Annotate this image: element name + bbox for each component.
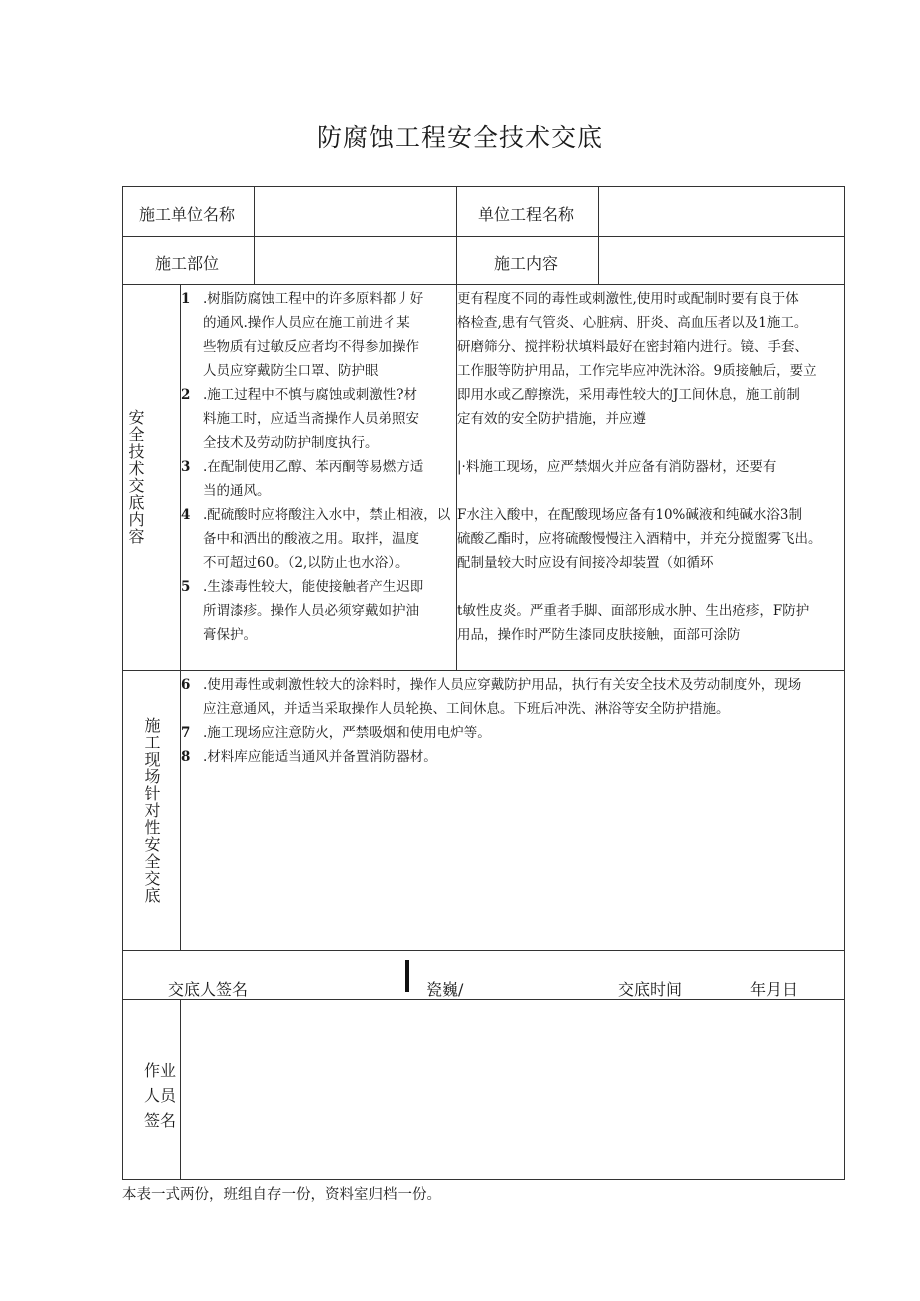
s1-right-line: 研磨筛分、搅拌粉状填料最好在密封箱内进行。镜、手套、 <box>457 339 808 355</box>
section1-left-text <box>181 287 455 647</box>
s2-line <box>181 673 843 697</box>
s1-line <box>181 287 455 311</box>
section2-label: 施工现场针对性安全交底 <box>142 717 161 904</box>
s1-right-line <box>457 431 844 455</box>
s1-item-text: 的通风.操作人员应在施工前进彳某 <box>203 315 410 331</box>
s2-item-number: 8 <box>181 749 191 765</box>
page-title: 防腐蚀工程安全技术交底 <box>316 123 603 152</box>
s1-line <box>181 503 455 527</box>
s1-right-line: 定有效的安全防护措施，并应遵 <box>457 411 646 427</box>
s1-item-text: .在配制使用乙醇、苯丙酮等易燃方适 <box>203 459 424 475</box>
s1-line <box>181 623 455 647</box>
project-name-value[interactable] <box>599 187 844 235</box>
workers-label: 作业人员签名 <box>143 1061 176 1130</box>
s2-item-text: 应注意通风，并适当采取操作人员轮换、工间休息。下班后冲洗、淋浴等安全防护措施。 <box>203 701 730 717</box>
s1-item-text: 人员应穿戴防尘口罩、防护眼 <box>203 363 379 379</box>
s1-right-line: 即用水或乙醇擦洗，采用毒性较大的J工间休息，施工前制 <box>457 387 800 403</box>
unit-name-label: 施工单位名称 <box>139 205 236 224</box>
row-divider <box>123 670 844 671</box>
s1-line <box>181 335 455 359</box>
row-divider <box>123 950 844 951</box>
s1-line <box>181 455 455 479</box>
s1-item-text: 备中和洒出的酸液之用。取拌，温度 <box>203 531 419 547</box>
part-label: 施工部位 <box>155 254 220 273</box>
row-divider <box>123 284 844 285</box>
handover-signature-label: 交底人签名 <box>168 980 249 999</box>
s1-line <box>181 311 455 335</box>
s1-item-number: 3 <box>181 459 191 475</box>
s1-line <box>181 431 455 455</box>
s1-line <box>181 407 455 431</box>
content-value[interactable] <box>599 237 844 283</box>
s1-right-line <box>457 479 844 503</box>
s1-right-line <box>457 575 844 599</box>
s1-right-line: t敏性皮炎。严重者手脚、面部形成水肿、生出疮疹，F防护 <box>457 603 810 619</box>
s2-item-text: .材料库应能适当通风并备置消防器材。 <box>203 749 437 765</box>
s2-item-text: .施工现场应注意防火，严禁吸烟和使用电炉等。 <box>203 725 491 741</box>
s2-item-number: 6 <box>181 677 191 693</box>
handover-time-label: 交底时间 <box>618 980 683 999</box>
s1-item-text: .树脂防腐蚀工程中的许多原料都丿好 <box>203 291 424 307</box>
s1-right-line: 硫酸乙酯时，应将硫酸慢慢注入酒精中，并充分搅盥雾飞出。 <box>457 531 822 547</box>
project-name-label: 单位工程名称 <box>478 205 575 224</box>
s1-item-number: 5 <box>181 579 191 595</box>
s1-item-text: .施工过程中不慎与腐蚀或刺激性?材 <box>203 387 418 403</box>
s1-item-text: 料施工时，应适当斋操作人员弟照安 <box>203 411 419 427</box>
s1-item-text: .生漆毒性较大，能使接触者产生迟即 <box>203 579 424 595</box>
s1-right-line: 用品，操作时严防生漆同皮肤接触，面部可涂防 <box>457 627 741 643</box>
worker-signature-area[interactable] <box>181 1000 844 1179</box>
safety-handover-form <box>122 186 845 1180</box>
s1-right-line: 格检查,患有气管炎、心脏病、肝炎、高血压者以及1施工。 <box>457 315 808 331</box>
handover-date-label: 年月日 <box>750 980 799 999</box>
s1-line <box>181 551 455 575</box>
s1-item-number: 4 <box>181 507 191 523</box>
s2-line <box>181 745 843 769</box>
s1-right-line: F水注入酸中，在配酸现场应备有10%碱液和纯碱水浴3制 <box>457 507 802 523</box>
content-label: 施工内容 <box>494 254 559 273</box>
s1-right-line: 配制量较大时应设有间接冷却装置（如循环 <box>457 555 714 571</box>
unit-name-value[interactable] <box>255 187 455 235</box>
s1-line <box>181 383 455 407</box>
section2-text <box>181 673 843 769</box>
section1-label: 安全技术交底内容 <box>126 409 145 545</box>
receiver-label: 瓷巍/ <box>426 980 464 999</box>
s1-line <box>181 575 455 599</box>
s1-line <box>181 599 455 623</box>
s1-line <box>181 479 455 503</box>
s1-item-text: .配硫酸时应将酸注入水中，禁止相液，以 <box>203 507 451 523</box>
s1-item-number: 1 <box>181 291 191 307</box>
footer-note: 本表一式两份，班组自存一份，资料室归档一份。 <box>122 1187 441 1203</box>
s1-line <box>181 359 455 383</box>
s1-right-line: 工作服等防护用品，工作完毕应冲洗沐浴。9质接触后，要立 <box>457 363 817 379</box>
s1-item-text: 当的通风。 <box>203 483 271 499</box>
s2-item-number: 7 <box>181 725 191 741</box>
s1-item-number: 2 <box>181 387 191 403</box>
s1-line <box>181 527 455 551</box>
s1-item-text: 些物质有过敏反应者均不得参加操作 <box>203 339 419 355</box>
s1-item-text: 膏保护。 <box>203 627 257 643</box>
s1-right-line: |·料施工现场，应严禁烟火并应备有消防器材，还要有 <box>457 459 777 475</box>
part-value[interactable] <box>255 237 455 283</box>
s1-item-text: 全技术及劳动防护制度执行。 <box>203 435 379 451</box>
signature-mark <box>405 960 409 992</box>
s2-item-text: .使用毒性或刺激性较大的涂料时，操作人员应穿戴防护用品，执行有关安全技术及劳动制度外，现场 <box>203 677 802 693</box>
s1-right-line: 更有程度不同的毒性或刺激性,使用时或配制时要有良于体 <box>457 291 799 307</box>
s1-item-text: 不可超过60。（2,以防止也水浴）。 <box>203 555 409 571</box>
s1-item-text: 所谓漆疹。操作人员必须穿戴如护油 <box>203 603 419 619</box>
section1-right-text <box>457 287 844 647</box>
s2-line <box>181 721 843 745</box>
s2-line <box>181 697 843 721</box>
